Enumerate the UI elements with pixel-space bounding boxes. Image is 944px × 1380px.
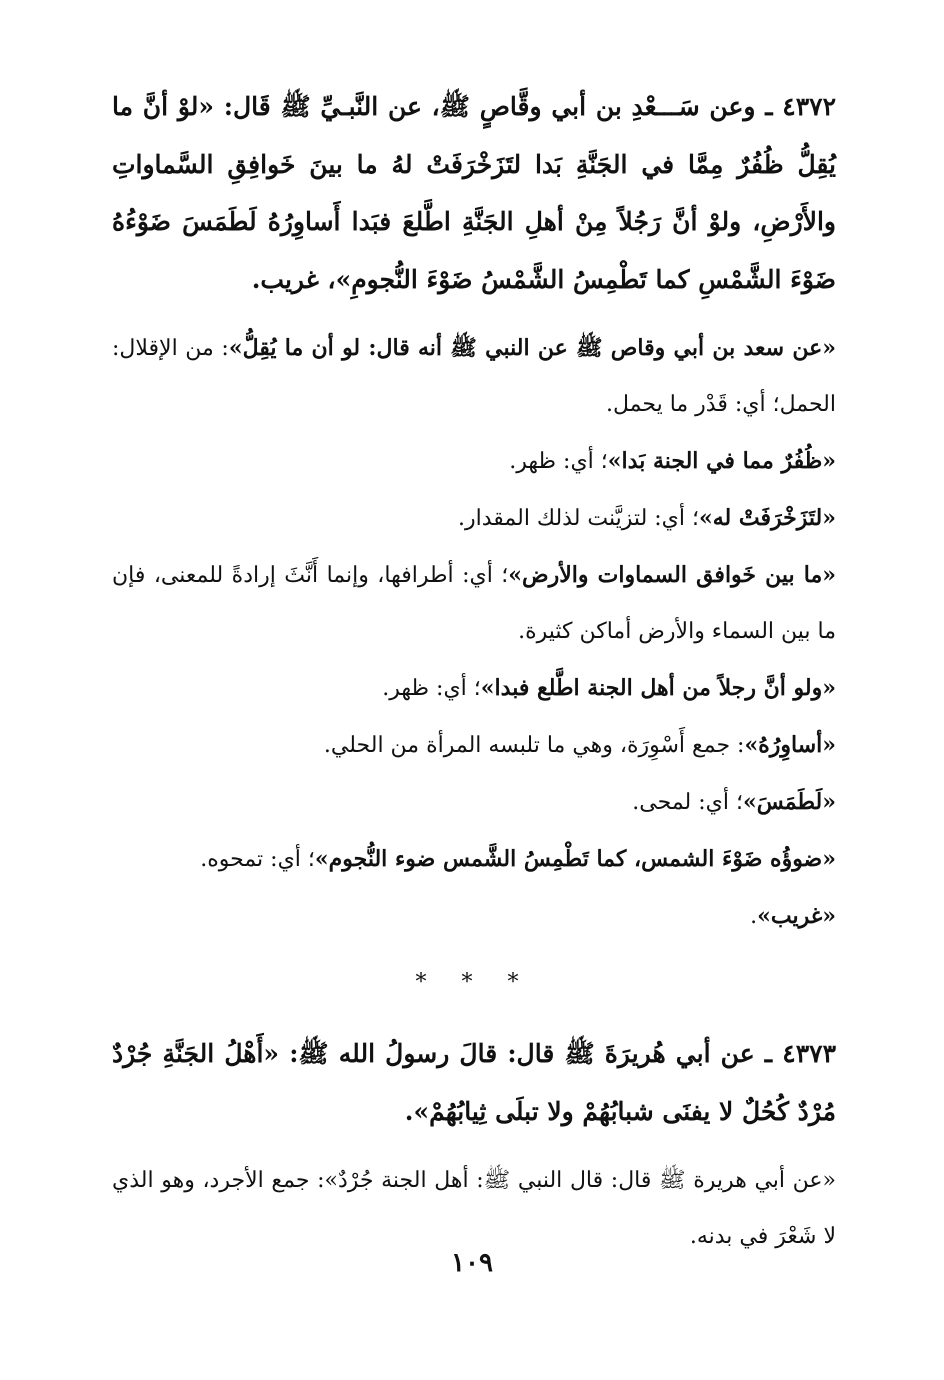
commentary-line [112,547,836,660]
commentary-line [112,433,836,490]
commentary-line [112,831,836,888]
commentary-quote: «ضوؤُه ضَوْءَ الشمس، كما تَطْمِسُ الشَّمس ضوء النُّجوم» [314,846,836,872]
commentary-gloss: «عن أبي هريرة ﷺ قال: قال النبي ﷺ: أهل الجنة جُرْدٌ»: جمع الأجرد، وهو الذي لا شَعْرَ في بدنه. [112,1168,836,1249]
commentary-quote: «ظُفُرٌ مما في الجنة بَدا» [607,448,836,474]
page-number: ١٠٩ [451,1248,493,1278]
commentary-quote: «لَطَمَسَ» [742,789,836,815]
commentary-quote: «لتَزَخْرَفَتْ له» [699,505,836,531]
section-separator: * * * [415,970,533,995]
hadith-4373-text: ٤٣٧٣ ـ عن أبي هُريرَةَ ﷺ قال: قالَ رسولُ الله ﷺ: «أَهْلُ الجَنَّةِ جُرْدٌ مُرْدٌ كُحُلٌ لا يفنَى شبابُهُمْ ولا تبلَى ثِيابُهُمْ». [112,1039,836,1126]
commentary-line [112,490,836,547]
commentary-quote: «عن سعد بن أبي وقاص ﷺ عن النبي ﷺ أنه قال: لو أن ما يُقِلُّ» [228,335,836,361]
commentary-quote: «أساوِرُهُ» [744,732,836,758]
commentary-gloss: ؛ أي: ظهر. [509,449,608,474]
commentary-gloss: . [750,904,758,929]
commentary-line [112,774,836,831]
commentary-gloss: : من الإقلال: الحمل؛ أي: قَدْر ما يحمل. [112,336,836,417]
commentary-gloss: : جمع أَسْوِرَة، وهي ما تلبسه المرأة من الحلي. [323,733,745,758]
hadith-4372-text: ٤٣٧٢ ـ وعن سَـــعْدِ بن أبي وقَّاصٍ ﷺ، عن النَّبـيِّ ﷺ قَال: «لوْ أنَّ ما يُقِلُّ ظُفُرٌ مِمَّا في الجَنَّةِ بَدا لتَزَخْرَفَتْ لهُ ما بينَ خَوافِقِ السَّماواتِ والأَرْضِ، ولوْ أنَّ رَجُلاً مِنْ أهلِ الجَنَّةِ اطَّلعَ فبَدا أَساوِرُهُ لَطَمَسَ ضَوْءُهُ ضَوْءَ الشَّمْسِ كما تَطْمِسُ الشَّمْسُ ضَوْءَ النُّجومِ»، غريب. [112,92,836,294]
commentary-gloss: ؛ أي: لمحى. [632,790,743,815]
commentary-line [112,717,836,774]
commentary-line [112,888,836,945]
commentary-line [112,320,836,433]
page-content [112,78,836,1265]
commentary-quote: «ما بين خَوافق السماوات والأرض» [508,562,836,588]
commentary-gloss: ؛ أي: لتزيَّنت لذلك المقدار. [458,506,699,531]
commentary-gloss: ؛ أي: تمحوه. [200,847,315,872]
commentary-gloss: ؛ أي: ظهر. [382,676,481,701]
commentary-quote: «ولو أنَّ رجلاً من أهل الجنة اطَّلع فبدا» [480,675,836,701]
commentary-gloss: ؛ أي: أطرافها، وإنما أَنَّثَ إرادةً للمعنى، فإن ما بين السماء والأرض أماكن كثيرة. [112,563,836,644]
commentary-quote: «غريب» [757,903,836,929]
commentary-line [112,660,836,717]
